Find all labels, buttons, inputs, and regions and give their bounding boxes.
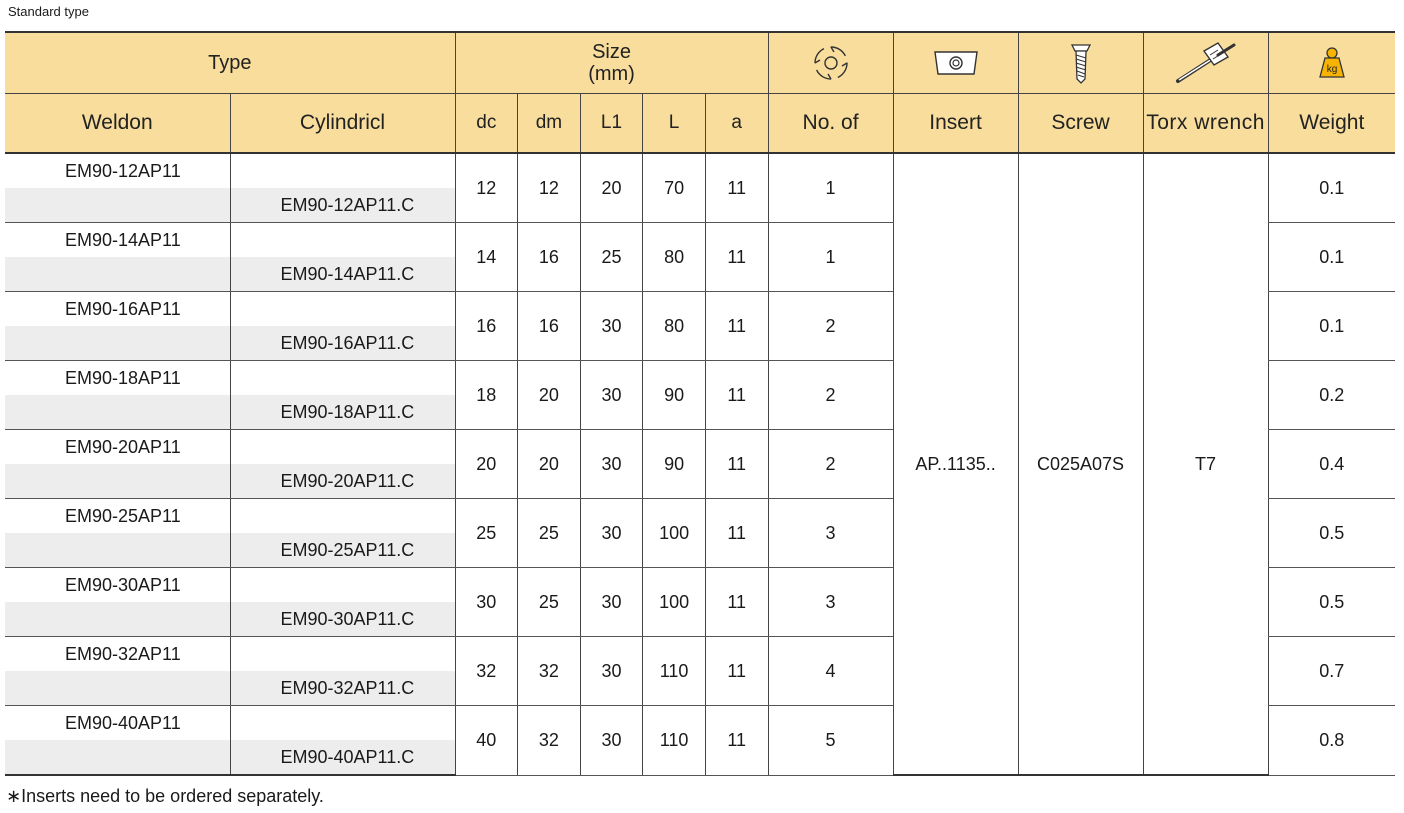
header-screw-icon-cell [1018, 32, 1143, 94]
cylindrical-code: EM90-40AP11.C [230, 740, 455, 775]
cell-weight: 0.4 [1268, 430, 1395, 499]
weldon-spacer [5, 740, 230, 775]
cell-no: 3 [768, 568, 893, 637]
cell-l1: 30 [580, 568, 643, 637]
cell-l1: 30 [580, 361, 643, 430]
header-size [455, 32, 768, 94]
cell-dc: 16 [455, 292, 518, 361]
cell-l1: 25 [580, 223, 643, 292]
header-no-of: No. of [768, 94, 893, 154]
cell-weight: 0.1 [1268, 153, 1395, 223]
weldon-spacer [5, 671, 230, 706]
cell-l1: 30 [580, 499, 643, 568]
cell-l: 80 [643, 223, 706, 292]
cell-l: 70 [643, 153, 706, 223]
product-table [5, 31, 1395, 776]
weldon-code: EM90-12AP11 [65, 160, 181, 181]
weldon-code: EM90-32AP11 [65, 643, 181, 664]
table-row [5, 153, 1395, 188]
cylindrical-code: EM90-18AP11.C [230, 395, 455, 430]
cell-dc: 25 [455, 499, 518, 568]
cell-a: 11 [705, 430, 768, 499]
header-size-unit: (mm) [588, 63, 635, 85]
table-body [5, 153, 1395, 775]
cell-l: 110 [643, 706, 706, 776]
cell-dm: 16 [518, 292, 581, 361]
weldon-code: EM90-30AP11 [65, 574, 181, 595]
header-a: a [705, 94, 768, 154]
screw-code: C025A07S [1018, 153, 1143, 775]
weldon-spacer [5, 602, 230, 637]
cell-weight: 0.5 [1268, 499, 1395, 568]
cylindrical-spacer [230, 430, 455, 465]
torx-wrench-icon [1174, 41, 1238, 85]
header-l1: L1 [580, 94, 643, 154]
cell-dm: 20 [518, 361, 581, 430]
header-insert-icon-cell [893, 32, 1018, 94]
screw-icon [1069, 41, 1093, 85]
cell-l: 90 [643, 430, 706, 499]
cell-no: 3 [768, 499, 893, 568]
table-caption: Standard type [8, 4, 89, 19]
cell-l1: 20 [580, 153, 643, 223]
cell-no: 1 [768, 153, 893, 223]
header-dm: dm [518, 94, 581, 154]
header-dc: dc [455, 94, 518, 154]
cylindrical-spacer [230, 706, 455, 741]
cell-a: 11 [705, 568, 768, 637]
cell-a: 11 [705, 499, 768, 568]
weldon-code: EM90-40AP11 [65, 712, 181, 733]
cell-l: 90 [643, 361, 706, 430]
weight-icon-label: kg [1326, 64, 1338, 75]
header-weldon: Weldon [5, 94, 230, 154]
cell-dc: 12 [455, 153, 518, 223]
header-torx-icon-cell [1143, 32, 1268, 94]
cylindrical-spacer [230, 637, 455, 672]
cell-no: 5 [768, 706, 893, 776]
weldon-code: EM90-20AP11 [65, 436, 181, 457]
cylindrical-code: EM90-32AP11.C [230, 671, 455, 706]
cylindrical-code: EM90-20AP11.C [230, 464, 455, 499]
cell-dc: 20 [455, 430, 518, 499]
weldon-spacer [5, 533, 230, 568]
header-cylindrical: Cylindricl [230, 94, 455, 154]
cell-l1: 30 [580, 706, 643, 776]
cell-dm: 20 [518, 430, 581, 499]
cell-weight: 0.1 [1268, 223, 1395, 292]
cylindrical-code: EM90-16AP11.C [230, 326, 455, 361]
cell-l: 100 [643, 499, 706, 568]
header-size-label: Size [592, 41, 631, 63]
weldon-spacer [5, 257, 230, 292]
cell-weight: 0.5 [1268, 568, 1395, 637]
cell-dm: 25 [518, 568, 581, 637]
cell-l1: 30 [580, 430, 643, 499]
cell-dm: 32 [518, 706, 581, 776]
cell-l1: 30 [580, 637, 643, 706]
cylindrical-code: EM90-30AP11.C [230, 602, 455, 637]
cell-no: 2 [768, 292, 893, 361]
cell-weight: 0.7 [1268, 637, 1395, 706]
header-no-of-icon-cell [768, 32, 893, 94]
header-weight-icon-cell [1268, 32, 1395, 94]
cylindrical-spacer [230, 292, 455, 327]
header-l: L [643, 94, 706, 154]
cell-dm: 25 [518, 499, 581, 568]
cell-dm: 32 [518, 637, 581, 706]
cell-no: 2 [768, 361, 893, 430]
cell-l1: 30 [580, 292, 643, 361]
weight-icon [1314, 45, 1350, 81]
cylindrical-spacer [230, 361, 455, 396]
insert-icon [930, 48, 982, 78]
weldon-spacer [5, 395, 230, 430]
cell-dc: 18 [455, 361, 518, 430]
cell-dm: 12 [518, 153, 581, 223]
cell-a: 11 [705, 223, 768, 292]
cell-a: 11 [705, 153, 768, 223]
cylindrical-spacer [230, 153, 455, 188]
header-torx: Torx wrench [1143, 94, 1268, 154]
cylindrical-code: EM90-25AP11.C [230, 533, 455, 568]
cylindrical-code: EM90-14AP11.C [230, 257, 455, 292]
weldon-code: EM90-14AP11 [65, 229, 181, 250]
cell-dc: 30 [455, 568, 518, 637]
cell-a: 11 [705, 292, 768, 361]
header-weight: Weight [1268, 94, 1395, 154]
cell-weight: 0.1 [1268, 292, 1395, 361]
weldon-spacer [5, 326, 230, 361]
cylindrical-spacer [230, 223, 455, 258]
insert-code: AP..1135.. [893, 153, 1018, 775]
cell-no: 1 [768, 223, 893, 292]
weldon-code: EM90-18AP11 [65, 367, 181, 388]
header-insert: Insert [893, 94, 1018, 154]
torx-size: T7 [1143, 153, 1268, 775]
cell-dc: 14 [455, 223, 518, 292]
footnote: ∗Inserts need to be ordered separately. [6, 786, 324, 806]
header-type: Type [5, 32, 455, 94]
cylindrical-spacer [230, 499, 455, 534]
cell-no: 2 [768, 430, 893, 499]
cutter-face-icon [811, 43, 851, 83]
cell-l: 100 [643, 568, 706, 637]
weldon-code: EM90-25AP11 [65, 505, 181, 526]
cell-dc: 40 [455, 706, 518, 776]
cell-l: 110 [643, 637, 706, 706]
weldon-spacer [5, 464, 230, 499]
cell-no: 4 [768, 637, 893, 706]
cell-weight: 0.8 [1268, 706, 1395, 776]
cell-dm: 16 [518, 223, 581, 292]
header-screw: Screw [1018, 94, 1143, 154]
cell-dc: 32 [455, 637, 518, 706]
cell-a: 11 [705, 361, 768, 430]
weldon-spacer [5, 188, 230, 223]
cylindrical-code: EM90-12AP11.C [230, 188, 455, 223]
cell-weight: 0.2 [1268, 361, 1395, 430]
weldon-code: EM90-16AP11 [65, 298, 181, 319]
cell-a: 11 [705, 637, 768, 706]
cylindrical-spacer [230, 568, 455, 603]
cell-a: 11 [705, 706, 768, 776]
cell-l: 80 [643, 292, 706, 361]
